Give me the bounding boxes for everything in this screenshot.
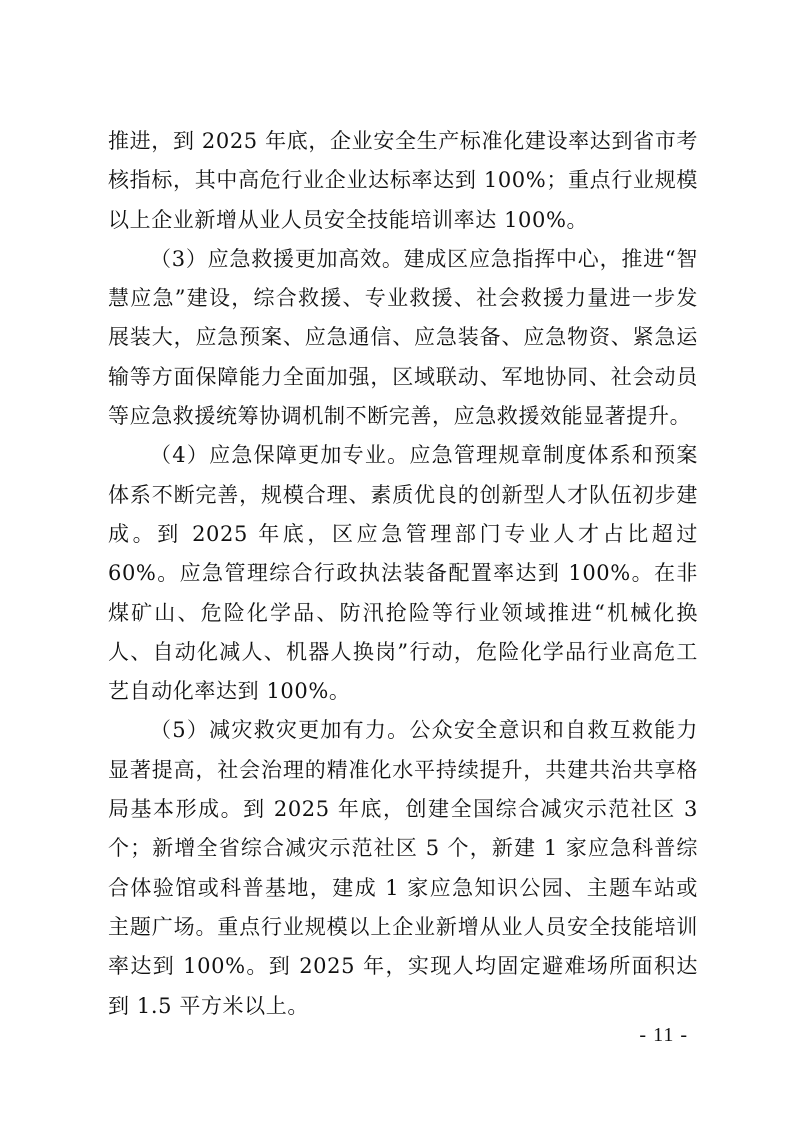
page-number: - 11 -	[639, 1024, 688, 1046]
document-body	[108, 122, 698, 1026]
paragraph-continuation: 推进，到 2025 年底，企业安全生产标准化建设率达到省市考核指标，其中高危行业企业达标率达到 100%；重点行业规模以上企业新增从业人员安全技能培训率达 100%。	[108, 129, 698, 232]
paragraph-emergency-rescue: （3）应急救援更加高效。建成区应急指挥中心，推进“智慧应急”建设，综合救援、专业救援、社会救援力量进一步发展装大，应急预案、应急通信、应急装备、应急物资、紧急运输等方面保障能力全面加强，区域联动、军地协同、社会动员等应急救援统筹协调机制不断完善，应急救援效能显著提升。	[108, 246, 698, 429]
paragraph-disaster-relief: （5）减灾救灾更加有力。公众安全意识和自救互救能力显著提高，社会治理的精准化水平持续提升，共建共治共享格局基本形成。到 2025 年底，创建全国综合减灾示范社区 3 个；新增全省综合减灾示范社区 5 个，新建 1 家应急科普综合体验馆或科普基地，建成 1 家应急知识公园、主题车站或主题广场。重点行业规模以上企业新增从业人员安全技能培训率达到 100%。到 2025 年，实现人均固定避难场所面积达到 1.5 平方米以上。	[108, 718, 698, 1018]
paragraph-emergency-support: （4）应急保障更加专业。应急管理规章制度体系和预案体系不断完善，规模合理、素质优良的创新型人才队伍初步建成。到 2025 年底，区应急管理部门专业人才占比超过 60%。应急管理综合行政执法装备配置率达到 100%。在非煤矿山、危险化学品、防汛抢险等行业领域推进“机械化换人、自动化减人、机器人换岗”行动，危险化学品行业高危工艺自动化率达到 100%。	[108, 443, 698, 704]
